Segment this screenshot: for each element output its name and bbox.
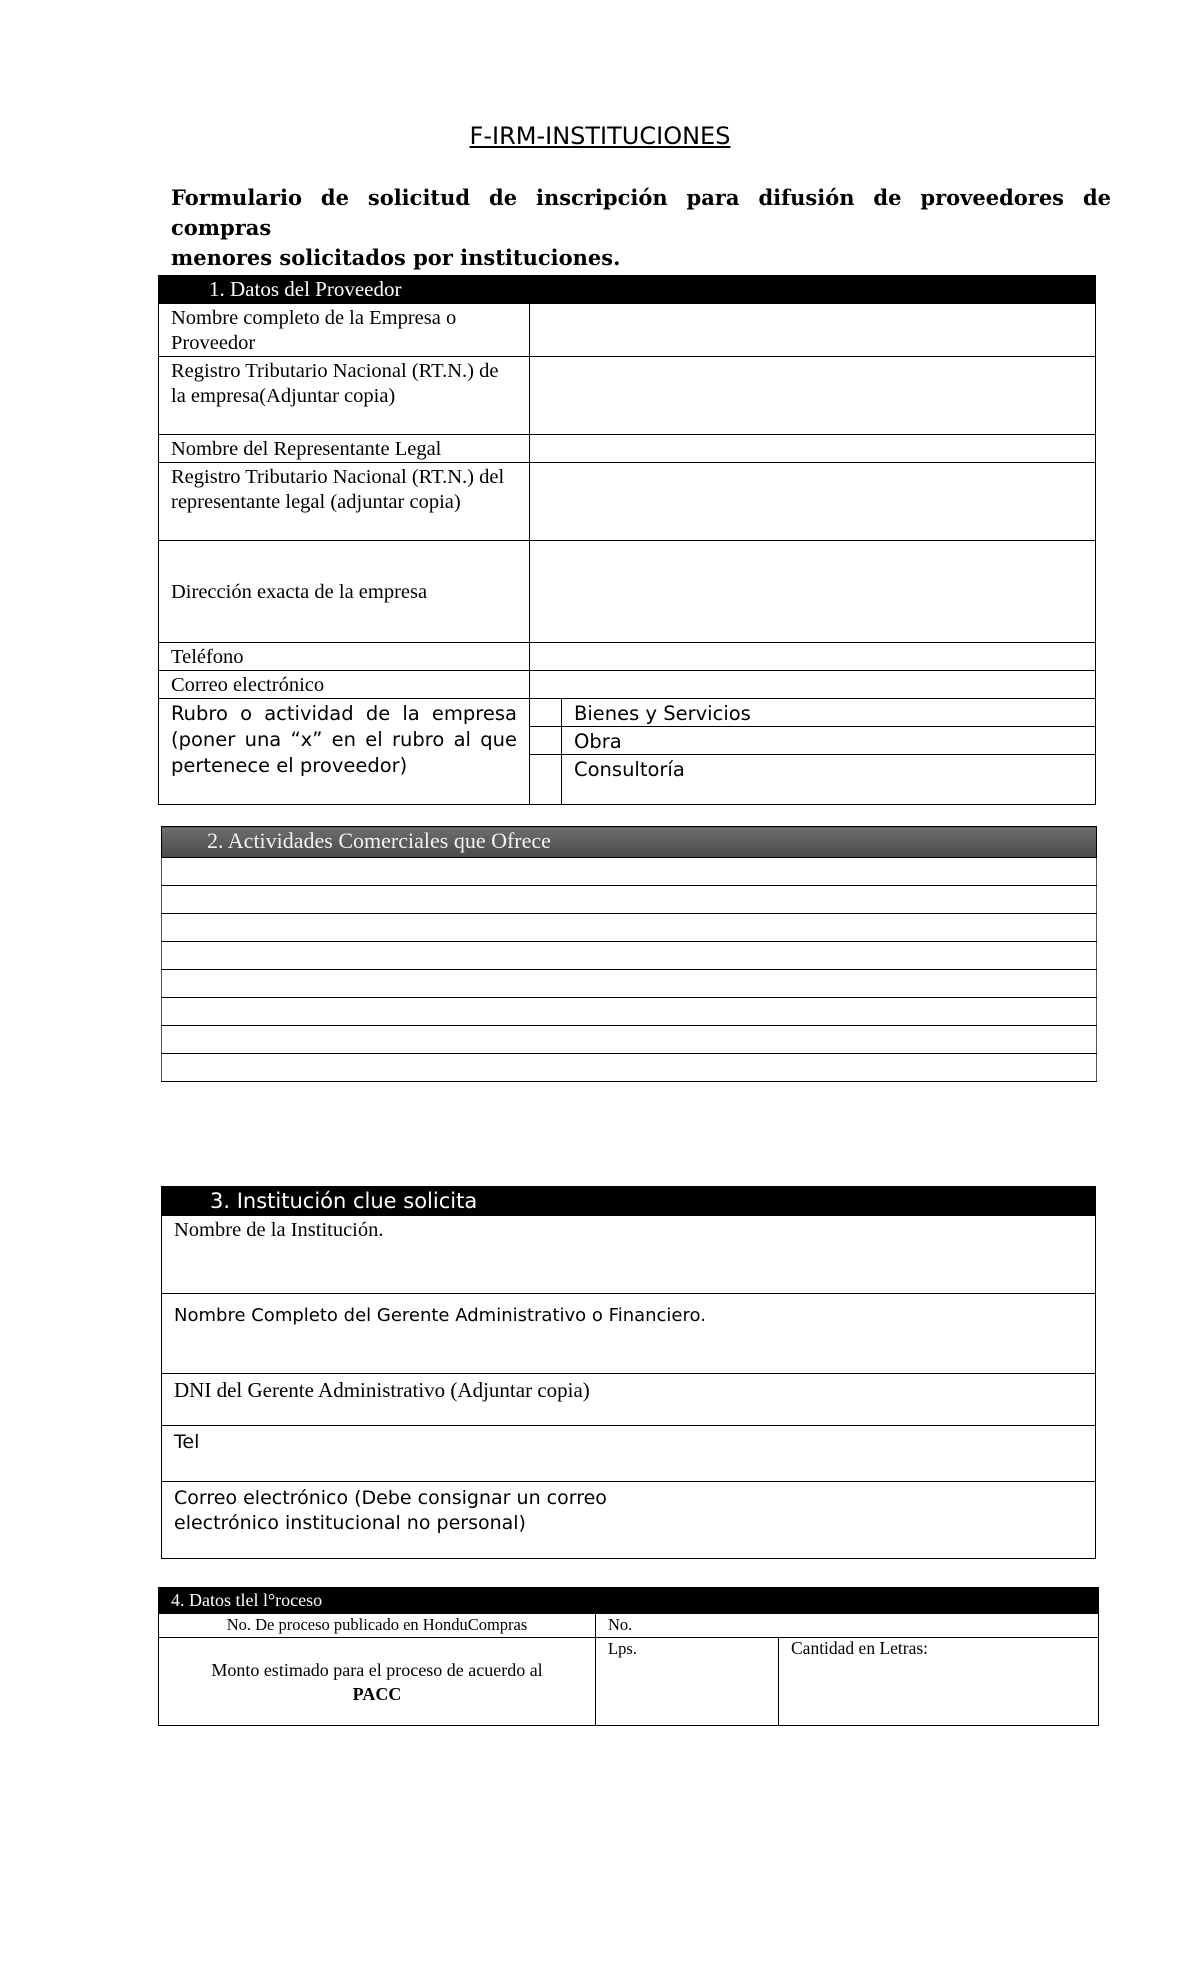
- document-code: F-IRM-INSTITUCIONES: [469, 122, 731, 150]
- label-phone: Teléfono: [159, 643, 530, 671]
- section-provider-data: [158, 275, 1096, 805]
- option-goods-services: Bienes y Servicios: [562, 699, 1096, 727]
- label-company-name: Nombre completo de la Empresa o Proveedor: [159, 304, 530, 357]
- field-amount-lps[interactable]: Lps.: [596, 1638, 779, 1726]
- activity-line-8[interactable]: [162, 1054, 1097, 1082]
- section-4-header: 4. Datos tlel l°roceso: [159, 1588, 1099, 1614]
- field-institutional-email[interactable]: Correo electrónico (Debe consignar un correo electrónico institucional no personal): [162, 1482, 1096, 1559]
- label-company-rtn: Registro Tributario Nacional (RT.N.) de la empresa(Adjuntar copia): [159, 357, 530, 435]
- section-commercial-activities: [161, 826, 1097, 1082]
- activity-line-3[interactable]: [162, 914, 1097, 942]
- label-company-address: Dirección exacta de la empresa: [159, 541, 530, 643]
- field-legal-rep-name[interactable]: [530, 435, 1096, 463]
- label-estimated-amount-text: Monto estimado para el proceso de acuerdo al: [211, 1659, 543, 1680]
- field-legal-rep-rtn[interactable]: [530, 463, 1096, 541]
- option-works: Obra: [562, 727, 1096, 755]
- activity-line-6[interactable]: [162, 998, 1097, 1026]
- field-company-address[interactable]: [530, 541, 1096, 643]
- activity-line-2[interactable]: [162, 886, 1097, 914]
- field-process-number[interactable]: No.: [596, 1614, 1099, 1638]
- field-email[interactable]: [530, 671, 1096, 699]
- form-title-line-2: menores solicitados por instituciones.: [171, 245, 621, 270]
- label-legal-rep-name: Nombre del Representante Legal: [159, 435, 530, 463]
- label-process-number: No. De proceso publicado en HonduCompras: [159, 1614, 596, 1638]
- section-3-header: 3. Institución clue solicita: [162, 1187, 1096, 1216]
- field-amount-in-words[interactable]: Cantidad en Letras:: [779, 1638, 1099, 1726]
- activity-line-7[interactable]: [162, 1026, 1097, 1054]
- field-manager-dni[interactable]: DNI del Gerente Administrativo (Adjuntar copia): [162, 1374, 1096, 1426]
- label-legal-rep-rtn: Registro Tributario Nacional (RT.N.) del representante legal (adjuntar copia): [159, 463, 530, 541]
- checkbox-goods-services[interactable]: [530, 699, 562, 727]
- field-institution-name[interactable]: Nombre de la Institución.: [162, 1216, 1096, 1294]
- section-1-header: 1. Datos del Proveedor: [159, 276, 1096, 304]
- form-title: [171, 183, 1111, 273]
- label-estimated-amount: [159, 1638, 596, 1726]
- field-institution-phone[interactable]: Tel: [162, 1426, 1096, 1482]
- activity-line-5[interactable]: [162, 970, 1097, 998]
- activity-line-4[interactable]: [162, 942, 1097, 970]
- field-company-name[interactable]: [530, 304, 1096, 357]
- field-manager-full-name[interactable]: Nombre Completo del Gerente Administrativo o Financiero.: [162, 1294, 1096, 1374]
- label-pacc: PACC: [352, 1683, 402, 1704]
- form-title-line-1: Formulario de solicitud de inscripción para difusión de proveedores de compras: [171, 185, 1111, 240]
- activity-line-1[interactable]: [162, 858, 1097, 886]
- label-email: Correo electrónico: [159, 671, 530, 699]
- section-process-data: [158, 1587, 1099, 1726]
- field-phone[interactable]: [530, 643, 1096, 671]
- section-2-header: 2. Actividades Comerciales que Ofrece: [162, 827, 1097, 858]
- field-company-rtn[interactable]: [530, 357, 1096, 435]
- option-consulting: Consultoría: [562, 755, 1096, 805]
- section-requesting-institution: [161, 1186, 1096, 1559]
- checkbox-consulting[interactable]: [530, 755, 562, 805]
- label-business-sector: Rubro o actividad de la empresa (poner una “x” en el rubro al que pertenece el proveedor): [159, 699, 530, 805]
- checkbox-works[interactable]: [530, 727, 562, 755]
